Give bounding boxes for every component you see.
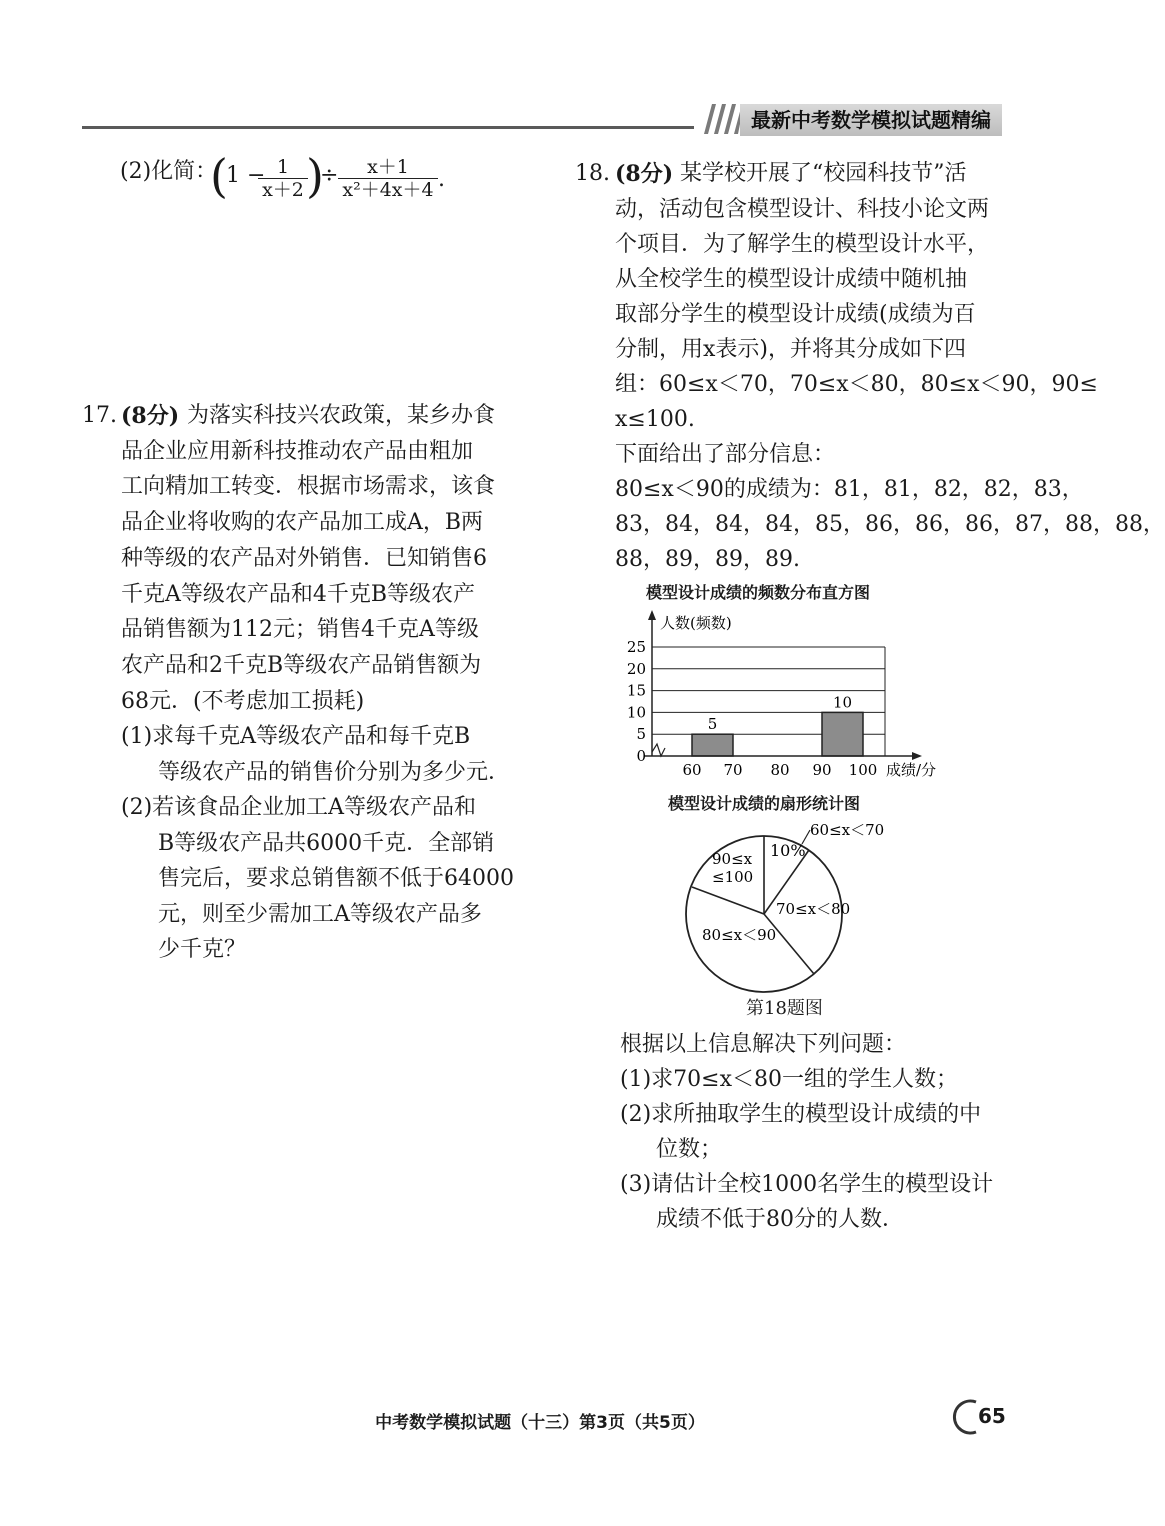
q17-sub2-line-4: 元，则至少需加工A等级农产品多 (158, 902, 482, 927)
q16-frac1-numerator: 1 (258, 156, 308, 179)
pie-title: 模型设计成绩的扇形统计图 (668, 794, 861, 813)
page-number: 65 (978, 1404, 1006, 1428)
q16-period: . (438, 167, 445, 192)
histogram-y-tick-10: 10 (626, 703, 646, 722)
q18-line-1: 某学校开展了“校园科技节”活 (680, 161, 967, 186)
header-stripes-decoration (696, 104, 744, 134)
q16-divide-sign: ÷ (320, 163, 339, 188)
pie-slice-label-70-80: 70≤x＜80 (776, 900, 851, 918)
histogram-x-tick-80: 80 (770, 761, 790, 779)
pie-legend-label-60-70: 60≤x＜70 (810, 821, 885, 839)
histogram-y-tick-0: 0 (636, 747, 646, 765)
q18-line-2: 动，活动包含模型设计、科技小论文两 (615, 197, 990, 222)
q17-score: (8分) (121, 403, 180, 429)
figure-caption: 第18题图 (746, 998, 823, 1019)
histogram-x-label: 成绩/分 (886, 761, 937, 779)
q16-fraction-2 (338, 156, 438, 201)
q18-line-4: 从全校学生的模型设计成绩中随机抽 (615, 267, 968, 292)
histogram-bar-label-60≤x＜70: 5 (707, 715, 718, 734)
q18-line-11: 83，84，84，84，85，86，86，86，87，88，88， (615, 512, 1165, 537)
histogram-bar-90≤x≤100 (822, 712, 863, 756)
q18-line-5: 取部分学生的模型设计成绩(成绩为百 (615, 302, 976, 327)
q17-line-1: 为落实科技兴农政策，某乡办食 (187, 403, 496, 428)
q16-one-minus: 1 − (226, 163, 266, 188)
q18-line-6: 分制，用x表示)，并将其分成如下四 (615, 337, 966, 362)
histogram-axis-break (652, 744, 665, 756)
q18-after-line-2: (1)求70≤x＜80一组的学生人数； (620, 1067, 958, 1092)
q17-line-5: 种等级的农产品对外销售．已知销售6 (121, 546, 487, 571)
pie-slice-label-90-100-line2: ≤100 (712, 868, 754, 886)
q18-number: 18. (575, 161, 610, 186)
q17-sub2-line-1: (2)若该食品企业加工A等级农产品和 (121, 795, 477, 820)
q16-left-paren: ( (210, 149, 228, 203)
q17-sub2-line-3: 售完后，要求总销售额不低于64000 (158, 866, 514, 891)
book-title: 最新中考数学模拟试题精编 (740, 104, 1002, 136)
q18-line-9: 下面给出了部分信息： (615, 442, 836, 467)
histogram-y-arrow (648, 610, 656, 620)
histogram-y-tick-20: 20 (626, 659, 646, 678)
histogram-y-tick-15: 15 (626, 681, 646, 700)
q18-line-8: x≤100. (615, 407, 695, 432)
q16-right-paren: ) (306, 149, 324, 203)
q17-line-4: 品企业将收购的农产品加工成A，B两 (121, 510, 484, 535)
q18-line-7: 组：60≤x＜70，70≤x＜80，80≤x＜90，90≤ (615, 372, 1098, 397)
pie-slice-label-10pct: 10% (770, 841, 806, 860)
q16-frac2-numerator: x＋1 (338, 156, 438, 179)
histogram-y-tick-5: 5 (636, 725, 646, 744)
frequency-histogram (600, 606, 960, 786)
q17-line-9: 68元．(不考虑加工损耗) (121, 689, 365, 714)
pie-chart (670, 816, 910, 996)
q17-sub2-line-2: B等级农产品共6000千克．全部销 (158, 831, 495, 856)
q16-prefix: (2)化简： (120, 159, 218, 184)
q18-after-line-3: (2)求所抽取学生的模型设计成绩的中 (620, 1102, 982, 1127)
q16-frac2-denominator: x²＋4x＋4 (342, 179, 434, 201)
header-rule (82, 126, 694, 129)
histogram-x-tick-60: 60 (682, 761, 702, 779)
histogram-bar-label-90≤x≤100: 10 (832, 693, 853, 712)
q17-line-2: 品企业应用新科技推动农产品由粗加 (121, 439, 474, 464)
histogram-title: 模型设计成绩的频数分布直方图 (646, 583, 871, 602)
q18-score: (8分) (615, 161, 674, 187)
histogram-y-tick-25: 25 (626, 638, 646, 656)
pie-divider-3 (764, 914, 814, 974)
q17-sub1-line-2: 等级农产品的销售价分别为多少元． (158, 760, 511, 785)
q17-line-7: 品销售额为112元；销售4千克A等级 (121, 617, 479, 642)
q16-fraction-1 (258, 156, 308, 201)
q18-line-10: 80≤x＜90的成绩为：81，81，82，82，83， (615, 477, 1084, 502)
q18-after-line-4: 位数； (656, 1137, 723, 1162)
histogram-x-tick-90: 90 (812, 761, 832, 779)
q16-frac1-denominator: x＋2 (262, 179, 304, 201)
histogram-y-label: 人数(频数) (660, 614, 732, 632)
q18-line-12: 88，89，89，89. (615, 547, 800, 572)
histogram-x-arrow (912, 752, 922, 760)
q18-after-line-1: 根据以上信息解决下列问题： (620, 1032, 907, 1057)
q18-after-line-6: 成绩不低于80分的人数． (656, 1207, 904, 1232)
pie-slice-label-80-90: 80≤x＜90 (702, 926, 777, 944)
q17-line-8: 农产品和2千克B等级农产品销售额为 (121, 653, 482, 678)
pie-divider-4 (692, 887, 764, 914)
q17-line-3: 工向精加工转变．根据市场需求，该食 (121, 474, 496, 499)
pie-slice-label-90-100-line1: 90≤x (712, 850, 753, 868)
q17-sub2-line-5: 少千克？ (158, 937, 247, 962)
histogram-x-tick-100: 100 (848, 761, 878, 779)
histogram-x-tick-70: 70 (723, 761, 743, 779)
q18-after-line-5: (3)请估计全校1000名学生的模型设计 (620, 1172, 994, 1197)
q18-line-3: 个项目．为了解学生的模型设计水平， (615, 232, 990, 257)
q17-sub1-line-1: (1)求每千克A等级农产品和每千克B (121, 724, 471, 749)
q17-line-6: 千克A等级农产品和4千克B等级农产 (121, 582, 476, 607)
footer-text: 中考数学模拟试题（十三）第3页（共5页） (375, 1413, 705, 1433)
q17-number: 17. (82, 403, 117, 428)
histogram-bar-60≤x＜70 (692, 734, 733, 756)
